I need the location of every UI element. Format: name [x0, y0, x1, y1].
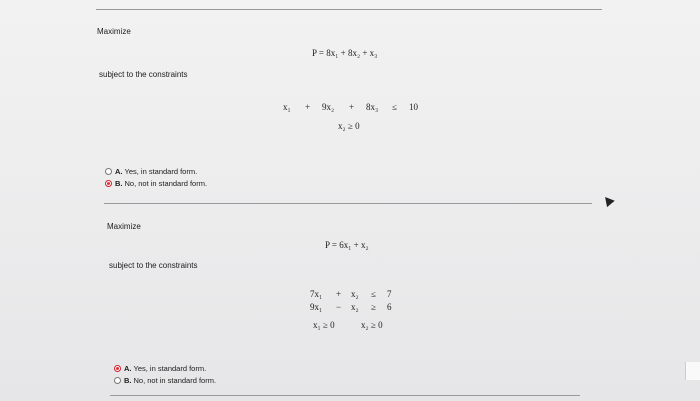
p2-option-a-letter: A.: [124, 364, 132, 373]
p1-term-x2: 9x₂: [322, 102, 335, 112]
mouse-cursor-icon: [601, 194, 614, 207]
p2-option-b-letter: B.: [124, 376, 132, 385]
p2-r2-term-x1: 9x₁: [310, 302, 323, 312]
bottom-divider: [110, 395, 580, 396]
p1-option-a-letter: A.: [115, 167, 123, 176]
p2-nonneg-x2: x₂ ≥ 0: [361, 320, 383, 330]
p1-nonneg: x₂ ≥ 0: [338, 121, 360, 131]
p2-nonneg-x1: x₁ ≥ 0: [313, 320, 335, 330]
side-panel-edge[interactable]: [685, 362, 700, 380]
p1-term-x3: 8x₃: [366, 102, 379, 112]
p2-option-a-text: Yes, in standard form.: [133, 364, 207, 373]
p1-rhs: 10: [409, 102, 418, 112]
p1-relation: ≤: [392, 102, 397, 112]
p2-r1-relation: ≤: [371, 289, 376, 299]
p2-objective: P = 6x₁ + x₂: [325, 240, 369, 250]
p2-r1-term-x2: x₂: [351, 289, 359, 299]
p2-r2-rhs: 6: [387, 302, 392, 312]
p2-r1-term-x1: 7x₁: [310, 289, 323, 299]
p2-constraints-label: subject to the constraints: [109, 261, 198, 270]
p1-constraints-label: subject to the constraints: [99, 70, 188, 79]
p1-option-a[interactable]: [105, 167, 197, 176]
top-divider: [96, 9, 602, 10]
p1-term-x1: x₁: [283, 102, 291, 112]
p2-option-b-text: No, not in standard form.: [133, 376, 217, 385]
p2-maximize-label: Maximize: [107, 222, 141, 231]
p2-option-a[interactable]: [114, 364, 206, 373]
p2-option-b-radio-icon[interactable]: [114, 377, 121, 384]
p2-r2-relation: ≥: [371, 302, 376, 312]
p1-maximize-label: Maximize: [97, 27, 131, 36]
p1-objective: P = 8x₁ + 8x₂ + x₃: [312, 48, 378, 58]
p1-option-b-letter: B.: [115, 179, 123, 188]
p1-option-a-text: Yes, in standard form.: [124, 167, 198, 176]
middle-divider: [104, 203, 592, 204]
p2-option-a-radio-icon[interactable]: [114, 365, 121, 372]
p1-op-2: +: [349, 102, 355, 112]
p2-r2-op: −: [336, 302, 342, 312]
p2-r1-rhs: 7: [387, 289, 392, 299]
p1-op-1: +: [305, 102, 311, 112]
p2-r2-term-x2: x₂: [351, 302, 359, 312]
p1-option-b-radio-icon[interactable]: [105, 180, 112, 187]
p1-option-b[interactable]: [105, 179, 207, 188]
p1-option-a-radio-icon[interactable]: [105, 168, 112, 175]
p2-r1-op: +: [336, 289, 342, 299]
p2-option-b[interactable]: [114, 376, 216, 385]
p1-option-b-text: No, not in standard form.: [124, 179, 208, 188]
